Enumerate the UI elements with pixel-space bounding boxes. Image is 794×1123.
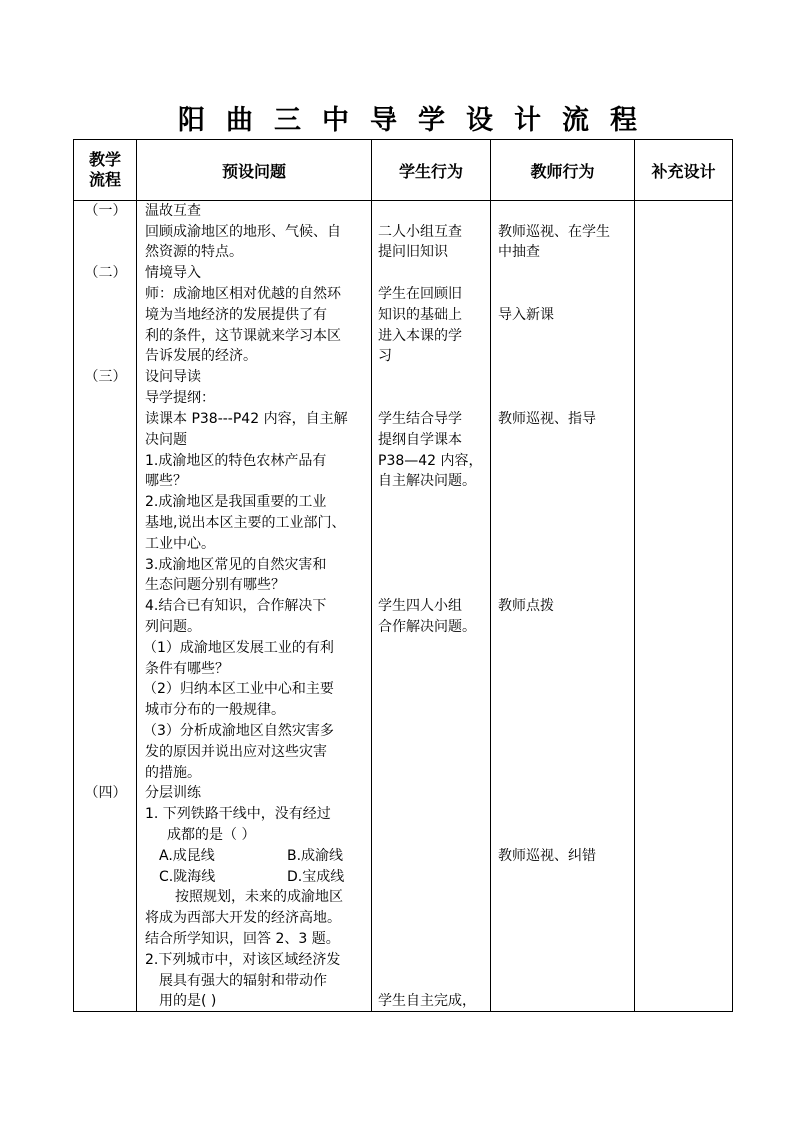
header-teacher: 教师行为 [491, 140, 635, 201]
question-line: 读课本 P38---P42 内容，自主解 [145, 411, 348, 427]
question-line: 结合所学知识，回答 2、3 题。 [145, 931, 340, 947]
student-line: 二人小组互查 [378, 224, 462, 240]
question-line: （3）分析成渝地区自然灾害多 [143, 723, 334, 739]
question-line: 哪些？ [145, 473, 187, 489]
question-line: 将成为西部大开发的经济高地。 [145, 910, 341, 926]
question-line: 师：成渝地区相对优越的自然环 [145, 286, 341, 302]
question-line: （1）成渝地区发展工业的有利 [143, 640, 334, 656]
header-process-line1: 教学 [88, 150, 121, 169]
question-line: 2.下列城市中，对该区域经济发 [145, 952, 341, 968]
option-c: C.陇海线 [159, 869, 216, 885]
question-line: 利的条件，这节课就来学习本区 [145, 328, 341, 344]
teacher-line: 教师巡视、在学生 [498, 224, 610, 240]
question-line: 1. 下列铁路干线中，没有经过 [145, 806, 331, 822]
question-line: 工业中心。 [145, 536, 215, 552]
question-line: 城市分布的一般规律。 [145, 702, 285, 718]
stage-cell [74, 201, 137, 1012]
teacher-line: 导入新课 [498, 307, 554, 323]
student-line: 自主解决问题。 [378, 473, 476, 489]
question-line: 条件有哪些？ [145, 661, 229, 677]
question-line: 发的原因并说出应对这些灾害 [145, 744, 327, 760]
student-line: 学生自主完成， [378, 993, 476, 1009]
question-line: 展具有强大的辐射和带动作 [159, 973, 327, 989]
teacher-line: 教师巡视、纠错 [498, 848, 596, 864]
stage-label: （三） [84, 369, 127, 385]
supplement-cell [635, 201, 733, 1012]
question-line: 基地,说出本区主要的工业部门、 [145, 515, 346, 531]
question-line: 用的是( ) [159, 993, 217, 1009]
page-title: 阳曲三中导学设计流程 [178, 105, 658, 136]
teacher-line: 教师点拨 [498, 598, 554, 614]
question-line: 导学提纲： [145, 390, 215, 406]
question-line: 成都的是（ ） [167, 827, 256, 843]
student-line: 学生结合导学 [378, 411, 462, 427]
stage-label: （一） [84, 203, 127, 219]
question-line: 1.成渝地区的特色农林产品有 [145, 453, 327, 469]
question-line: （2）归纳本区工业中心和主要 [143, 681, 334, 697]
question-line: 4.结合已有知识，合作解决下 [145, 598, 327, 614]
option-a: A.成昆线 [159, 848, 215, 864]
option-d: D.宝成线 [287, 869, 345, 885]
student-cell [372, 201, 491, 1012]
design-flow-table [73, 139, 733, 1012]
student-line: 学生四人小组 [378, 598, 462, 614]
table-row [74, 201, 733, 1012]
teacher-line: 教师巡视、指导 [498, 411, 596, 427]
header-process-line2: 流程 [88, 170, 121, 189]
student-line: 进入本课的学 [378, 328, 462, 344]
teacher-line: 中抽查 [498, 244, 540, 260]
question-line: 3.成渝地区常见的自然灾害和 [145, 557, 327, 573]
student-line: 合作解决问题。 [378, 619, 476, 635]
header-questions: 预设问题 [137, 140, 372, 201]
student-line: 学生在回顾旧 [378, 286, 462, 302]
teacher-cell [491, 201, 635, 1012]
question-line: 按照规划，未来的成渝地区 [175, 889, 343, 905]
header-student: 学生行为 [372, 140, 491, 201]
question-line: 的措施。 [145, 765, 201, 781]
question-line: 境为当地经济的发展提供了有 [145, 307, 327, 323]
student-line: 提问旧知识 [378, 244, 448, 260]
student-line: P38—42 内容， [378, 453, 483, 469]
student-line: 提纲自学课本 [378, 432, 462, 448]
header-process [74, 140, 137, 201]
question-line: 列问题。 [145, 619, 201, 635]
question-line: 2.成渝地区是我国重要的工业 [145, 494, 327, 510]
stage-label: （二） [84, 265, 127, 281]
question-line: 温故互查 [145, 203, 201, 219]
table-header-row [74, 140, 733, 201]
questions-cell [137, 201, 372, 1012]
question-line: 决问题 [145, 432, 187, 448]
option-b: B.成渝线 [287, 848, 344, 864]
question-line: 分层训练 [145, 785, 201, 801]
question-line: 情境导入 [145, 265, 201, 281]
student-line: 知识的基础上 [378, 307, 462, 323]
question-line: 生态问题分别有哪些？ [145, 577, 285, 593]
stage-label: （四） [84, 785, 127, 801]
question-line: 然资源的特点。 [145, 244, 243, 260]
header-supplement: 补充设计 [635, 140, 733, 201]
question-line: 回顾成渝地区的地形、气候、自 [145, 224, 341, 240]
question-line: 设问导读 [145, 369, 201, 385]
question-line: 告诉发展的经济。 [145, 348, 257, 364]
student-line: 习 [378, 348, 392, 364]
